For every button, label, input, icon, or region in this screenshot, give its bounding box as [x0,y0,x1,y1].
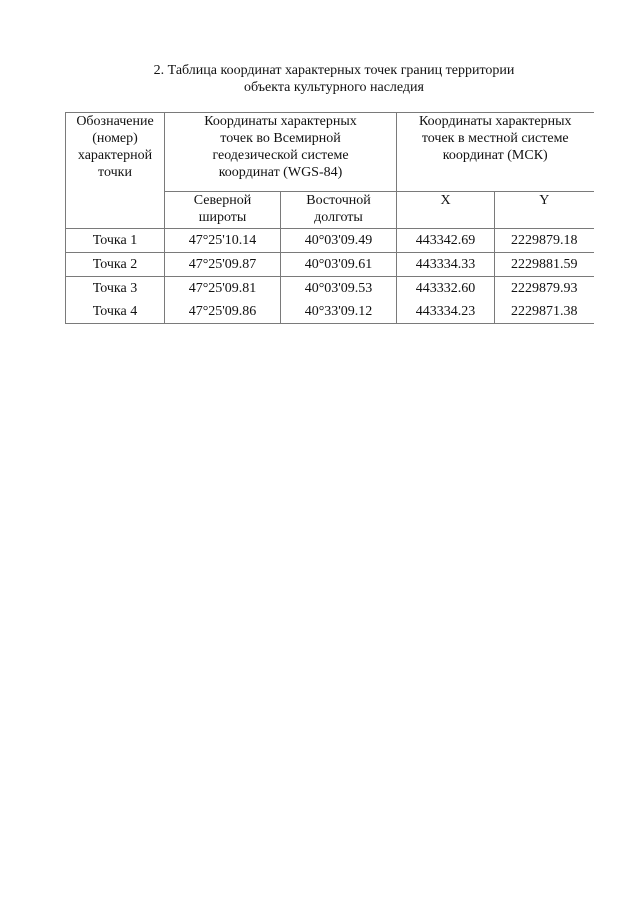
header-msk-coordinates: Координаты характерных точек в местной системе координат (МСК) [397,113,594,192]
cell-y: 2229881.59 [495,253,594,277]
cell-latitude: 47°25'09.87 [165,253,281,277]
cell-point: Точка 4 [66,300,165,324]
cell-latitude: 47°25'09.86 [165,300,281,324]
cell-longitude: 40°03'09.53 [281,277,397,301]
table-row [66,253,594,277]
table-row [66,300,594,324]
cell-x: 443334.23 [397,300,495,324]
cell-x: 443332.60 [397,277,495,301]
header-x: X [397,192,495,229]
header-north-latitude: Северной широты [165,192,281,229]
document-title [60,62,608,96]
cell-x: 443342.69 [397,229,495,253]
cell-latitude: 47°25'10.14 [165,229,281,253]
cell-y: 2229879.93 [495,277,594,301]
coordinates-table [65,112,594,324]
cell-longitude: 40°33'09.12 [281,300,397,324]
header-designation: Обозначение (номер) характерной точки [66,113,165,229]
cell-point: Точка 3 [66,277,165,301]
cell-point: Точка 2 [66,253,165,277]
header-wgs-coordinates: Координаты характерных точек во Всемирной геодезической системе координат (WGS-84) [165,113,397,192]
cell-x: 443334.33 [397,253,495,277]
header-y: Y [495,192,594,229]
cell-longitude: 40°03'09.49 [281,229,397,253]
title-line-1: 2. Таблица координат характерных точек границ территории [153,63,515,78]
cell-point: Точка 1 [66,229,165,253]
table-row [66,277,594,301]
header-east-longitude: Восточной долготы [281,192,397,229]
table-row [66,229,594,253]
cell-y: 2229871.38 [495,300,594,324]
cell-longitude: 40°03'09.61 [281,253,397,277]
title-line-2: объекта культурного наследия [244,80,424,95]
cell-latitude: 47°25'09.81 [165,277,281,301]
cell-y: 2229879.18 [495,229,594,253]
